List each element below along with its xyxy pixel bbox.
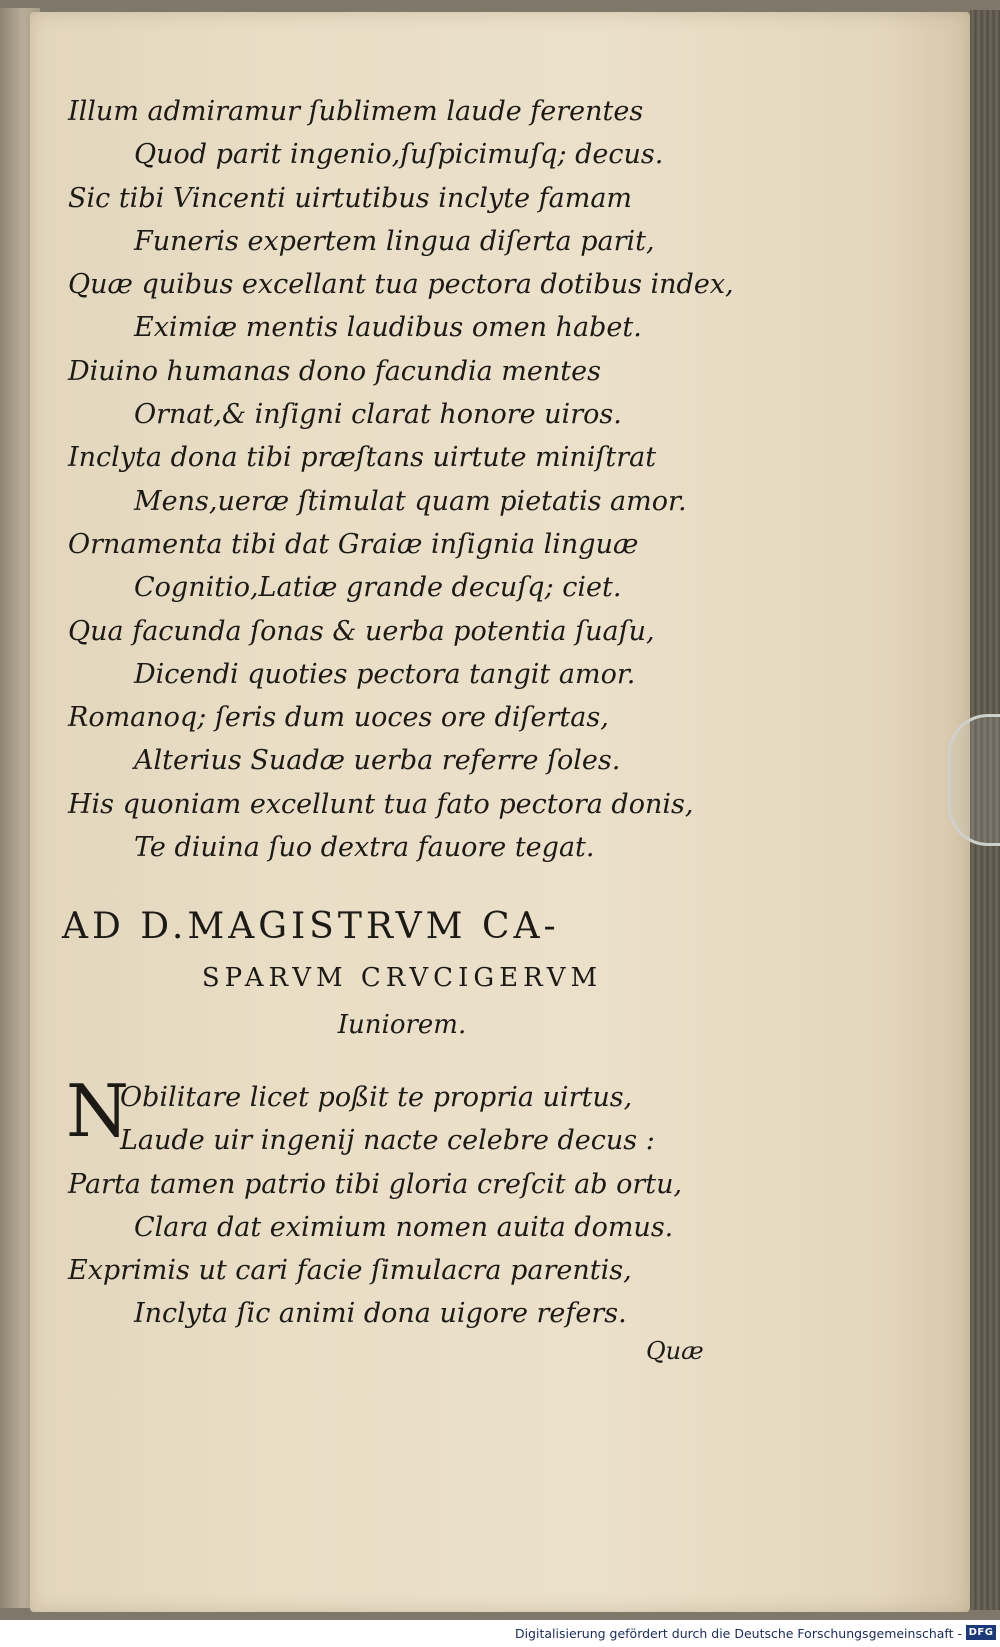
poem-line: Inclyta ſic animi dona uigore refers. xyxy=(134,1298,627,1330)
poem-line: Dicendi quoties pectora tangit amor. xyxy=(134,658,636,690)
catchword: Quæ xyxy=(646,1337,704,1365)
page-clip-tab xyxy=(948,714,1000,846)
poem-line: Cognitio,Latiæ grande decuſq; ciet. xyxy=(134,572,622,604)
poem-line: Ornamenta tibi dat Graiæ inſignia linguæ xyxy=(68,528,639,560)
poem-line: Obilitare licet poßit te propria uirtus, xyxy=(120,1082,633,1113)
poem-line: Inclyta dona tibi præſtans uirtute miniſtrat xyxy=(68,442,657,474)
poem-line: Laude uir ingenij nacte celebre decus : xyxy=(120,1125,655,1157)
poem-line: Qua facunda ſonas & uerba potentia ſuaſu, xyxy=(68,615,655,647)
poem-line: Sic tibi Vincenti uirtutibus inclyte famam xyxy=(68,182,633,214)
poem-line: Quod parit ingenio,ſuſpicimuſq; decus. xyxy=(134,139,664,171)
poem-line: Exprimis ut cari facie ſimulacra parentis, xyxy=(68,1255,632,1287)
poem-line: Mens,ueræ ſtimulat quam pietatis amor. xyxy=(134,485,687,517)
section-heading-line-3: Iuniorem. xyxy=(337,1010,467,1040)
section-heading-line-1: AD D.MAGISTRVM CA- xyxy=(62,906,560,947)
poem-line: Diuino humanas dono facundia mentes xyxy=(68,355,601,387)
drop-cap: N xyxy=(66,1069,129,1153)
poem-line: Parta tamen patrio tibi gloria creſcit ab ortu, xyxy=(68,1168,683,1200)
poem-line: Clara dat eximium nomen auita domus. xyxy=(134,1211,674,1243)
digitization-footer xyxy=(0,1620,1000,1647)
poem-2 xyxy=(66,1069,928,1336)
poem-line: Quæ quibus excellant tua pectora dotibus index, xyxy=(68,269,734,301)
poem-line: His quoniam excellunt tua fato pectora donis, xyxy=(68,788,694,820)
poem-line: Te diuina ſuo dextra fauore tegat. xyxy=(134,832,595,864)
poem-line: Eximiæ mentis laudibus omen habet. xyxy=(134,312,642,344)
footer-credit-text: Digitalisierung gefördert durch die Deutsche Forschungsgemeinschaft - xyxy=(514,1626,962,1641)
poem-1 xyxy=(68,90,928,869)
poem-line: Funeris expertem lingua diſerta parit, xyxy=(134,225,655,257)
poem-line: Romanoq; ſeris dum uoces ore diſertas, xyxy=(68,702,609,734)
poem-line: Illum admiramur ſublimem laude ferentes xyxy=(68,96,644,127)
poem-line: Ornat,& inſigni clarat honore uiros. xyxy=(134,399,622,431)
section-heading-line-2: SPARVM CRVCIGERVM xyxy=(201,963,603,993)
poem-line: Alterius Suadæ uerba referre ſoles. xyxy=(134,745,621,777)
dfg-logo-icon: DFG xyxy=(966,1625,996,1640)
